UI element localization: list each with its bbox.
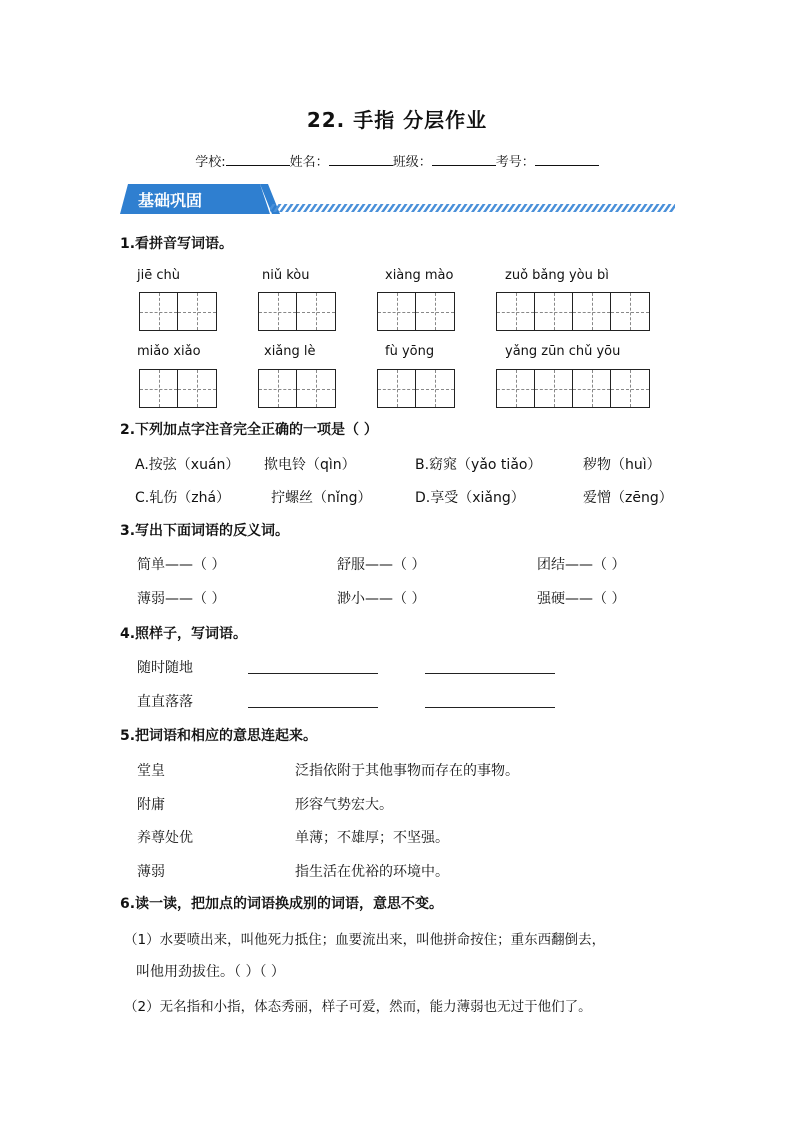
antonym-item: 薄弱——（ ） [137,591,226,607]
antonym-item: 强硬——（ ） [537,591,626,607]
pinyin: fù yōng [385,344,435,359]
q6-heading: 6.读一读，把加点的词语换成别的词语，意思不变。 [120,896,444,912]
school-blank[interactable] [226,153,290,166]
exam-blank[interactable] [535,153,599,166]
class-blank[interactable] [432,153,496,166]
q6-paragraph-1-cont: 叫他用劲拔住。（ ）（ ） [136,964,285,980]
char-grid[interactable] [496,292,650,331]
char-grid[interactable] [258,369,336,408]
section-banner [120,182,680,220]
pinyin: yǎng zūn chǔ yōu [505,344,621,359]
q2-heading: 2.下列加点字注音完全正确的一项是（ ） [120,422,378,438]
option-d-2: 爱憎（zēng） [583,490,673,506]
section-title: 基础巩固 [138,191,203,210]
pinyin: miǎo xiǎo [137,344,201,359]
pinyin: zuǒ bǎng yòu bì [505,268,609,283]
q3-heading: 3.写出下面词语的反义词。 [120,523,290,539]
option-d: D.享受（xiǎng） [415,490,525,506]
antonym-item: 渺小——（ ） [337,591,426,607]
q6-paragraph-1: （1）水要喷出来，叫他死力抵住；血要流出来，叫他拼命按住；重东西翻倒去， [124,932,606,948]
match-meaning: 形容气势宏大。 [295,797,393,813]
q4-heading: 4.照样子，写词语。 [120,626,248,642]
option-b: B.窈窕（yǎo tiǎo） [415,457,542,473]
pinyin: niǔ kòu [262,268,310,283]
exam-label: 考号： [495,155,535,170]
name-blank[interactable] [329,153,393,166]
answer-line[interactable] [425,706,555,708]
antonym-item: 简单——（ ） [137,557,226,573]
q1-heading: 1.看拼音写词语。 [120,236,234,252]
student-info-line [0,151,794,170]
char-grid[interactable] [377,369,455,408]
q6-paragraph-2: （2）无名指和小指，体态秀丽，样子可爱，然而，能力薄弱也无过于他们了。 [124,999,592,1015]
q5-heading: 5.把词语和相应的意思连起来。 [120,728,318,744]
option-c-2: 拧螺丝（nǐng） [271,490,372,506]
answer-line[interactable] [425,672,555,674]
name-label: 姓名： [289,155,329,170]
option-a: A.按弦（xuán） [135,457,240,473]
pinyin: jiē chù [137,268,180,283]
match-meaning: 单薄；不雄厚；不坚强。 [295,830,449,846]
char-grid[interactable] [139,292,217,331]
option-c: C.轧伤（zhá） [135,490,231,506]
pinyin: xiàng mào [385,268,454,283]
pinyin: xiǎng lè [264,344,316,359]
option-b-2: 秽物（huì） [583,457,661,473]
worksheet-title: 22. 手指 分层作业 [306,108,488,132]
match-meaning: 指生活在优裕的环境中。 [295,864,449,880]
answer-line[interactable] [248,706,378,708]
match-meaning: 泛指依附于其他事物而存在的事物。 [295,763,519,779]
match-word: 薄弱 [137,864,165,880]
match-word: 附庸 [137,797,165,813]
match-word: 养尊处优 [137,830,193,846]
char-grid[interactable] [258,292,336,331]
match-word: 堂皇 [137,763,165,779]
example-word: 直直落落 [137,694,193,710]
class-label: 班级： [392,155,432,170]
antonym-item: 团结——（ ） [537,557,626,573]
char-grid[interactable] [377,292,455,331]
char-grid[interactable] [139,369,217,408]
antonym-item: 舒服——（ ） [337,557,426,573]
char-grid[interactable] [496,369,650,408]
option-a-2: 揿电铃（qìn） [264,457,356,473]
example-word: 随时随地 [137,660,193,676]
school-label: 学校: [195,155,226,170]
answer-line[interactable] [248,672,378,674]
